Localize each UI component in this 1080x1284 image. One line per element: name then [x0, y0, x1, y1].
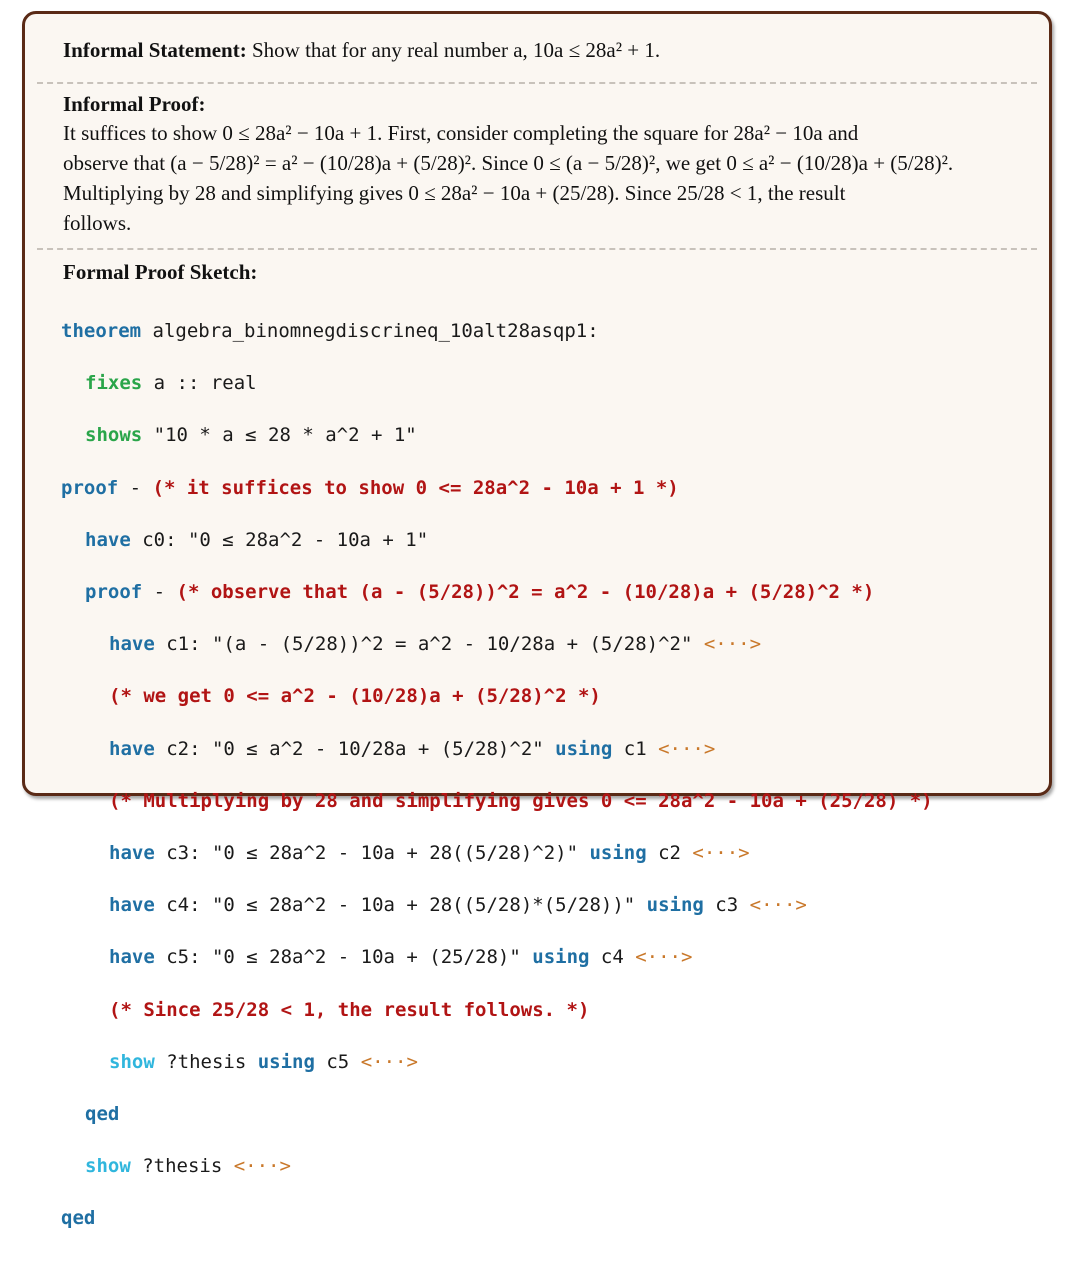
code-line: [61, 527, 933, 553]
keyword-using: using: [532, 946, 590, 969]
keyword-qed: qed: [61, 1207, 96, 1230]
code-line: [61, 944, 933, 970]
ellipsis: <···>: [658, 737, 716, 760]
code-line: [61, 997, 933, 1023]
code-line: [61, 788, 933, 814]
fact-ref: c2: [646, 841, 693, 864]
formal-sketch-label: Formal Proof Sketch:: [63, 260, 258, 284]
fixes-decl: a :: real: [142, 372, 257, 395]
keyword-have: have: [109, 633, 155, 656]
have-stmt: c2: "0 ≤ a^2 - 10/28a + (5/28)^2": [154, 737, 556, 760]
keyword-using: using: [257, 1050, 315, 1073]
keyword-shows: shows: [85, 424, 143, 447]
code-line: [61, 318, 933, 344]
dash: -: [118, 476, 153, 499]
keyword-have: have: [109, 894, 155, 917]
keyword-show: show: [85, 1155, 131, 1178]
ellipsis: <···>: [749, 894, 807, 917]
divider: [37, 248, 1037, 250]
code-line: [61, 422, 933, 448]
have-stmt: c4: "0 ≤ 28a^2 - 10a + 28((5/28)*(5/28))": [154, 894, 647, 917]
ellipsis: <···>: [703, 633, 762, 656]
comment: (* Multiplying by 28 and simplifying gives 0 <= 28a^2 - 10a + (25/28) *): [109, 789, 933, 812]
comment: (* Since 25/28 < 1, the result follows. *): [109, 998, 590, 1021]
code-line: [61, 1205, 933, 1231]
keyword-theorem: theorem: [61, 320, 142, 343]
dash: -: [142, 581, 177, 604]
keyword-have: have: [109, 737, 155, 760]
fact-ref: c3: [703, 894, 750, 917]
keyword-using: using: [646, 894, 704, 917]
informal-statement-text: Show that for any real number a, 10a ≤ 28a² + 1.: [251, 38, 661, 62]
informal-proof-text: [63, 118, 1023, 238]
ellipsis: <···>: [692, 841, 750, 864]
code-line: [61, 631, 933, 657]
keyword-proof: proof: [61, 476, 119, 499]
shows-goal: "10 * a ≤ 28 * a^2 + 1": [142, 424, 417, 447]
ellipsis: <···>: [360, 1050, 418, 1073]
keyword-have: have: [85, 528, 131, 551]
thesis: ?thesis: [130, 1155, 234, 1178]
comment: (* observe that (a - (5/28))^2 = a^2 - (10/28)a + (5/28)^2 *): [176, 581, 875, 604]
code-line: [61, 1101, 933, 1127]
keyword-using: using: [589, 841, 647, 864]
keyword-using: using: [555, 737, 613, 760]
have-stmt: c3: "0 ≤ 28a^2 - 10a + 28((5/28)^2)": [154, 841, 590, 864]
fact-ref: c5: [314, 1050, 361, 1073]
ellipsis: <···>: [233, 1155, 291, 1178]
keyword-qed: qed: [85, 1102, 120, 1125]
theorem-name: algebra_binomnegdiscrineq_10alt28asqp1:: [141, 320, 599, 343]
code-line: [61, 475, 933, 501]
keyword-have: have: [109, 946, 155, 969]
fact-ref: c1: [612, 737, 659, 760]
code-line: [61, 840, 933, 866]
ellipsis: <···>: [635, 946, 693, 969]
have-stmt: c0: "0 ≤ 28a^2 - 10a + 1": [130, 528, 429, 551]
thesis: ?thesis: [154, 1050, 258, 1073]
code-line: [61, 579, 933, 605]
informal-proof-line: follows.: [63, 211, 132, 235]
code-line: [61, 736, 933, 762]
informal-statement-label: Informal Statement:: [63, 38, 247, 62]
have-stmt: c1: "(a - (5/28))^2 = a^2 - 10/28a + (5/28)^2": [154, 633, 704, 656]
divider: [37, 82, 1037, 84]
informal-proof-line: observe that (a − 5/28)² = a² − (10/28)a + (5/28)². Since 0 ≤ (a − 5/28)², we get 0 ≤ a² − (10/28)a + (5/28)².: [63, 151, 954, 175]
proof-card: [22, 11, 1052, 1230]
keyword-fixes: fixes: [85, 372, 143, 395]
code-line: [61, 683, 933, 709]
keyword-show: show: [109, 1050, 155, 1073]
code-line: [61, 1153, 933, 1179]
keyword-proof: proof: [85, 581, 143, 604]
formal-proof-code: [61, 292, 933, 1284]
keyword-have: have: [109, 841, 155, 864]
fact-ref: c4: [589, 946, 636, 969]
comment: (* we get 0 <= a^2 - (10/28)a + (5/28)^2 *): [109, 685, 601, 708]
informal-proof-label: Informal Proof:: [63, 92, 206, 116]
code-line: [61, 370, 933, 396]
informal-proof-line: It suffices to show 0 ≤ 28a² − 10a + 1. First, consider completing the square for 28a² − 10a and: [63, 121, 859, 145]
comment: (* it suffices to show 0 <= 28a^2 - 10a + 1 *): [152, 476, 679, 499]
code-line: [61, 1049, 933, 1075]
have-stmt: c5: "0 ≤ 28a^2 - 10a + (25/28)": [154, 946, 533, 969]
code-line: [61, 892, 933, 918]
informal-proof-line: Multiplying by 28 and simplifying gives 0 ≤ 28a² − 10a + (25/28). Since 25/28 < 1, the result: [63, 181, 846, 205]
informal-statement: [63, 36, 1021, 64]
